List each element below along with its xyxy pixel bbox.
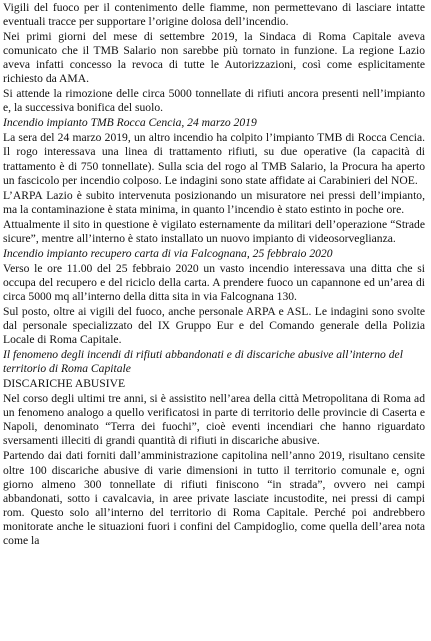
section-heading: Il fenomeno degli incendi di rifiuti abbandonati e di discariche abusive all’interno del territorio di Roma Capitale xyxy=(3,348,403,376)
paragraph: Nei primi giorni del mese di settembre 2019, la Sindaca di Roma Capitale aveva comunicato che il TMB Salario non sarebbe più tornato in funzione. La regione Lazio aveva infatti concesso la revoca di tutte le Autorizzazioni, così come esplicitamente richiesto da AMA. xyxy=(3,30,425,86)
subsection-heading: DISCARICHE ABUSIVE xyxy=(3,377,126,391)
paragraph: La sera del 24 marzo 2019, un altro incendio ha colpito l’impianto TMB di Rocca Cencia. Il rogo interessava una linea di trattamento rifiuti, su due operative (la capacità di trattamento è di 750 tonnellate). Sulla scia del rogo al TMB Salario, la Procura ha aperto un fascicolo per incendio colposo. Le indagini sono state affidate ai Carabinieri del NOE. xyxy=(3,131,425,187)
section-heading: Incendio impianto TMB Rocca Cencia, 24 marzo 2019 xyxy=(3,116,257,130)
paragraph: Sul posto, oltre ai vigili del fuoco, anche personale ARPA e ASL. Le indagini sono svolte dal personale specializzato del IX Gruppo Eur e del Comando generale della Polizia Locale di Roma Capitale. xyxy=(3,304,425,347)
paragraph: Partendo dai dati forniti dall’amministrazione capitolina nell’anno 2019, risultano censite oltre 100 discariche abusive di varie dimensioni in tutto il territorio comunale e, ogni giorno almeno 300 tonnellate di rifiuti finiscono “in strada”, ovvero nei campi abbandonati, sotto i cavalcavia, in aree private lasciate incustodite, nei pressi di campi rom. Questo solo all’interno del territorio di Roma Capitale. Perché poi andrebbero monitorate anche le situazioni fuori i confini del Campidoglio, come quella dell’area nota come la xyxy=(3,449,425,547)
section-heading: Incendio impianto recupero carta di via Falcognana, 25 febbraio 2020 xyxy=(3,246,333,260)
paragraph: Attualmente il sito in questione è vigilato esternamente da militari dell’operazione “Strade sicure”, mentre all’interno è stato installato un nuovo impianto di videosorveglianza. xyxy=(3,217,425,245)
paragraph: Vigili del fuoco per il contenimento delle fiamme, non permettevano di lasciare intatte eventuali tracce per supportare l’origine dolosa dell’incendio. xyxy=(3,1,425,29)
paragraph: L’ARPA Lazio è subito intervenuta posizionando un misuratore nei pressi dell’impianto, ma la contaminazione è stata minima, in quanto l’incendio è stato estinto in poche ore. xyxy=(3,188,425,216)
paragraph: Nel corso degli ultimi tre anni, si è assistito nell’area della città Metropolitana di Roma ad un fenomeno analogo a quello verificatosi in parte di territorio delle provincie di Caserta e Napoli, denominato “Terra dei fuochi”, cioè eventi incendiari che hanno riguardato sversamenti illeciti di grandi quantità di rifiuti in discariche abusive. xyxy=(3,392,425,448)
paragraph: Verso le ore 11.00 del 25 febbraio 2020 un vasto incendio interessava una ditta che si occupa del recupero e del riciclo della carta. A prendere fuoco un capannone ed un’area di circa 5000 mq all’interno della ditta sita in via Falcognana 130. xyxy=(3,261,425,303)
paragraph: Si attende la rimozione delle circa 5000 tonnellate di rifiuti ancora presenti nell’impianto e, la successiva bonifica del suolo. xyxy=(3,87,425,115)
